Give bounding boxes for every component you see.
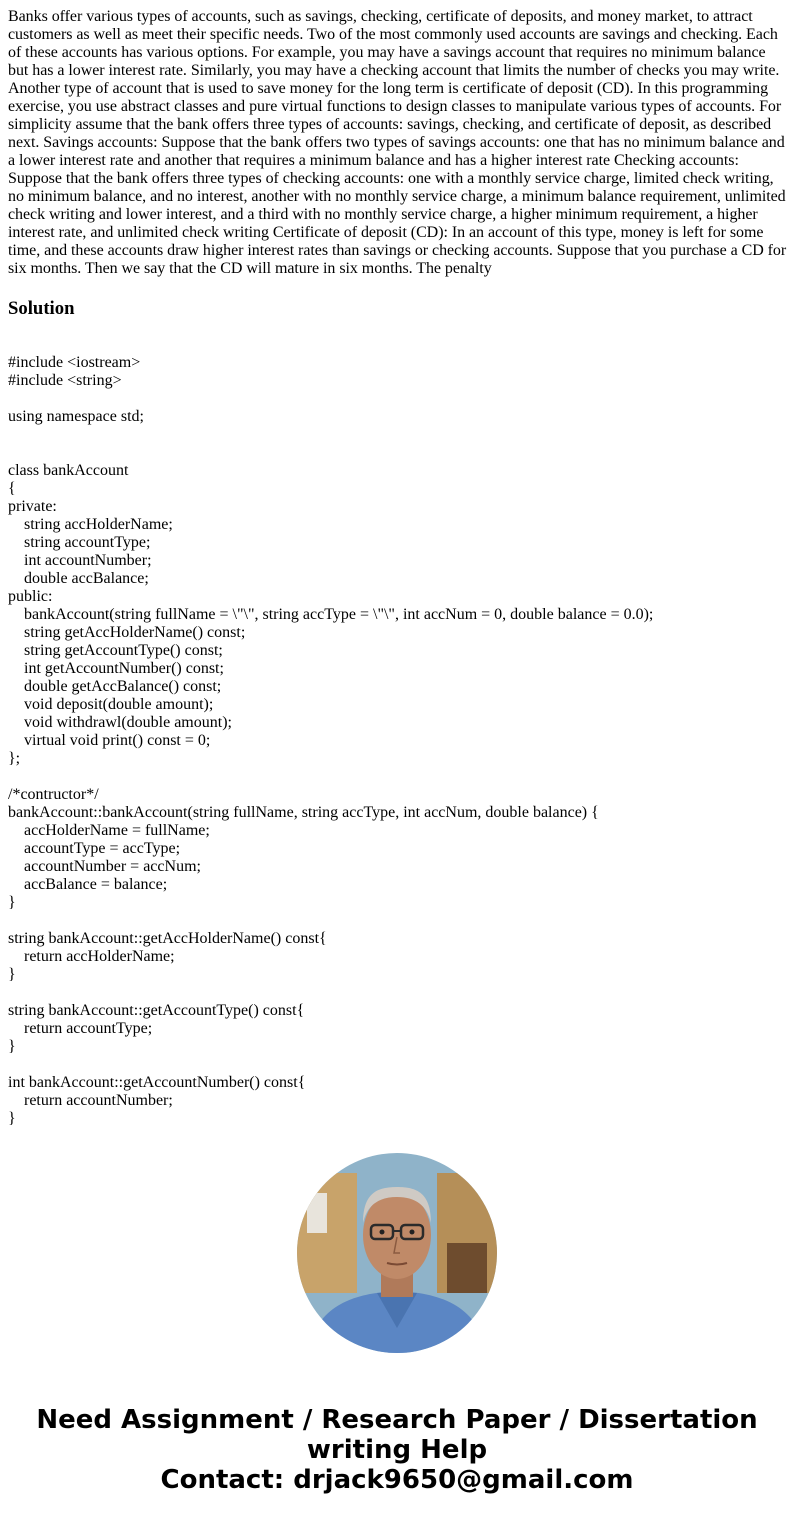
question-text: Banks offer various types of accounts, such as savings, checking, certificate of deposits, and money market, to attract customers as well as meet their specific needs. Two of the most commonly used accounts are savings and checking. Each of these accounts has various options. For example, you may have a savings account that requires no minimum balance but has a lower interest rate. Similarly, you may have a checking account that limits the number of checks you may write. Another type of account that is used to save money for the long term is certificate of deposit (CD). In this programming exercise, you use abstract classes and pure virtual functions to design classes to manipulate various types of accounts. For simplicity assume that the bank offers three types of accounts: savings, checking, and certificate of deposit, as described next. Savings accounts: Suppose that the bank offers two types of savings accounts: one that has no minimum balance and a lower interest rate and another that requires a minimum balance and has a higher interest rate Checking accounts: Suppose that the bank offers three types of checking accounts: one with a monthly service charge, limited check writing, no minimum balance, and no interest, another with no monthly service charge, a minimum balance requirement, unlimited check writing and lower interest, and a third with no monthly service charge, a higher minimum requirement, a higher interest rate, and unlimited check writing Certificate of deposit (CD): In an account of this type, money is left for some time, and these accounts draw higher interest rates than savings or checking accounts. Suppose that you purchase a CD for six months. Then we say that the CD will mature in six months. The penalty (8, 8, 787, 277)
promo-line-2: writing Help (306, 1435, 488, 1465)
solution-heading: Solution (8, 298, 75, 319)
promo-banner (0, 1405, 794, 1495)
document-body (8, 8, 788, 1128)
promo-line-1: Need Assignment / Research Paper / Dissertation (36, 1405, 758, 1435)
promo-contact: Contact: drjack9650@gmail.com (160, 1465, 634, 1495)
author-photo (297, 1153, 497, 1353)
solution-code: #include <iostream> #include <string> using namespace std; class bankAccount { private: string accHolderName; string accountType; int accountNumber; double accBalance; public: bankAccount(string fullName = \"\", string accType = \"\", int accNum = 0, double balance = 0.0); string getAccHolderName() const; string getAccountType() const; int getAccountNumber() const; double getAccBalance() const; void deposit(double amount); void withdrawl(double amount); virtual void print() const = 0; }; /*contructor*/ bankAccount::bankAccount(string fullName, string accType, int accNum, double balance) { accHolderName = fullName; accountType = accType; accountNumber = accNum; accBalance = balance; } string bankAccount::getAccHolderName() const{ return accHolderName; } string bankAccount::getAccountType() const{ return accountType; } int bankAccount::getAccountNumber() const{ return accountNumber; } (8, 354, 654, 1127)
